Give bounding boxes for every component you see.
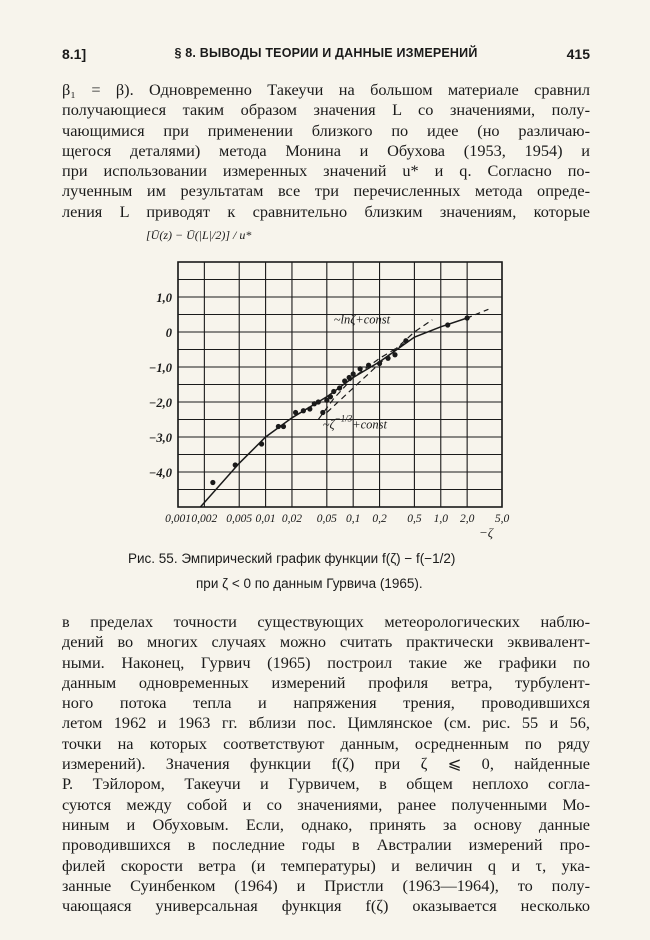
annotation-power-label: $\sim\zeta^{-1/3}+const$ bbox=[322, 413, 388, 432]
text-line: ного потока тепла и напряжения трения, проводившихся bbox=[62, 693, 590, 713]
paragraph-1 bbox=[62, 80, 590, 222]
data-point bbox=[259, 441, 264, 446]
x-tick-label: 0,01 bbox=[255, 513, 276, 525]
text-line: в пределах точности существующих метеорологических наблю- bbox=[62, 612, 590, 631]
text-line: чающаяся универсальная функция f(ζ) оказывается несколько bbox=[62, 896, 590, 916]
text-line: ниным и Обуховым. Если, однако, принять за основу данные bbox=[62, 814, 590, 834]
data-point bbox=[337, 385, 342, 390]
text-line: при использовании измеренных значений u* и q. Согласно по- bbox=[62, 161, 590, 181]
text-line: Р. Тэйлором, Такеучи и Гурвичем, в общем неплохо согла- bbox=[62, 774, 590, 794]
text-line: измерений). Значения функции f(ζ) при ζ ⩽ 0, найденные bbox=[62, 754, 590, 774]
text-line: β₁ = β). Одновременно Такеучи на большом материале сравнил bbox=[62, 80, 590, 99]
text-line: филей скорости ветра (и температуры) и величин q и τ, ука- bbox=[62, 855, 590, 875]
data-point bbox=[331, 389, 336, 394]
data-point bbox=[293, 410, 298, 415]
text-line: суются между собой и со значениями, ранее полученными Мо- bbox=[62, 794, 590, 814]
y-tick-label: −2,0 bbox=[148, 396, 172, 410]
text-line: занные Суинбенком (1964) и Пристли (1963—1964), то полу- bbox=[62, 875, 590, 895]
text-line: точки на которых соответствуют данным, осредненным по ряду bbox=[62, 733, 590, 753]
y-tick-label: 0 bbox=[165, 326, 172, 340]
x-tick-label: 0,5 bbox=[407, 513, 422, 525]
y-axis-label: [Ū(z) − Ū(|L|/2)] / u* bbox=[146, 228, 252, 242]
page-header bbox=[62, 46, 590, 68]
data-point bbox=[465, 315, 470, 320]
y-tick-label: 1,0 bbox=[156, 291, 172, 305]
x-tick-label: 0,001 bbox=[165, 513, 191, 525]
text-line: чающимися при применении близкого по идее (но различаю- bbox=[62, 120, 590, 140]
chart-grid bbox=[178, 262, 502, 507]
figure-caption-line-1: Рис. 55. Эмпирический график функции f(ζ) − f(−1/2) bbox=[128, 551, 456, 566]
data-point bbox=[403, 338, 408, 343]
data-point bbox=[210, 480, 215, 485]
x-tick-label: 0,1 bbox=[345, 513, 361, 525]
text-line: проводившихся в последние годы в Австралии измерений про- bbox=[62, 835, 590, 855]
y-tick-label: −3,0 bbox=[148, 431, 172, 445]
annotation-log-label: ~lnζ+const bbox=[333, 312, 391, 327]
data-point bbox=[366, 363, 371, 368]
x-tick-label: 0,2 bbox=[372, 513, 387, 525]
text-line: щегося деталями) метода Монина и Обухова (1953, 1954) и bbox=[62, 140, 590, 160]
figure-caption-line-2: при ζ < 0 по данным Гурвича (1965). bbox=[196, 576, 423, 591]
data-point bbox=[328, 394, 333, 399]
text-line: летом 1962 и 1963 гг. вблизи пос. Цимлянское (см. рис. 55 и 56, bbox=[62, 713, 590, 733]
text-line: получающиеся таким образом значения L со значениями, полу- bbox=[62, 100, 590, 120]
data-point bbox=[301, 408, 306, 413]
data-point bbox=[316, 399, 321, 404]
running-title: § 8. ВЫВОДЫ ТЕОРИИ И ДАННЫЕ ИЗМЕРЕНИЙ bbox=[174, 46, 478, 60]
text-line: дений во многих случаях можно считать практически эквивалент- bbox=[62, 632, 590, 652]
x-tick-label: 5,0 bbox=[494, 513, 510, 525]
x-tick-label: 0,02 bbox=[281, 513, 303, 525]
data-point bbox=[351, 371, 356, 376]
data-point bbox=[233, 462, 238, 467]
data-point bbox=[342, 378, 347, 383]
chart-marks bbox=[200, 309, 488, 507]
page-number: 415 bbox=[566, 46, 590, 62]
data-point bbox=[445, 322, 450, 327]
x-axis-label: −ζ bbox=[478, 525, 494, 540]
figure-55-chart bbox=[122, 222, 522, 542]
y-tick-label: −4,0 bbox=[148, 466, 172, 480]
x-tick-label: 2,0 bbox=[459, 513, 475, 525]
data-point bbox=[347, 375, 352, 380]
data-point bbox=[358, 366, 363, 371]
text-line: лученным им результатам все три перечисленных метода опреде- bbox=[62, 181, 590, 201]
data-point bbox=[377, 361, 382, 366]
data-point bbox=[385, 356, 390, 361]
paragraph-2 bbox=[62, 612, 590, 916]
text-line: ными. Наконец, Гурвич (1965) построил такие же графики по bbox=[62, 652, 590, 672]
y-tick-label: −1,0 bbox=[148, 361, 172, 375]
section-number: 8.1] bbox=[62, 46, 87, 62]
data-point bbox=[320, 410, 325, 415]
data-point bbox=[307, 406, 312, 411]
data-point bbox=[281, 424, 286, 429]
x-tick-label: 0,05 bbox=[316, 513, 337, 525]
fitted-curve-dashed bbox=[467, 309, 488, 318]
x-tick-label: 1,0 bbox=[433, 513, 448, 525]
text-line: ления L приводят к сравнительно близким значениям, которые bbox=[62, 201, 590, 221]
text-line: данным одновременных измерений профиля ветра, турбулент- bbox=[62, 672, 590, 692]
x-tick-label: 0,002 bbox=[191, 513, 218, 525]
data-point bbox=[392, 352, 397, 357]
x-tick-label: 0,005 bbox=[226, 513, 253, 525]
data-point bbox=[276, 424, 281, 429]
